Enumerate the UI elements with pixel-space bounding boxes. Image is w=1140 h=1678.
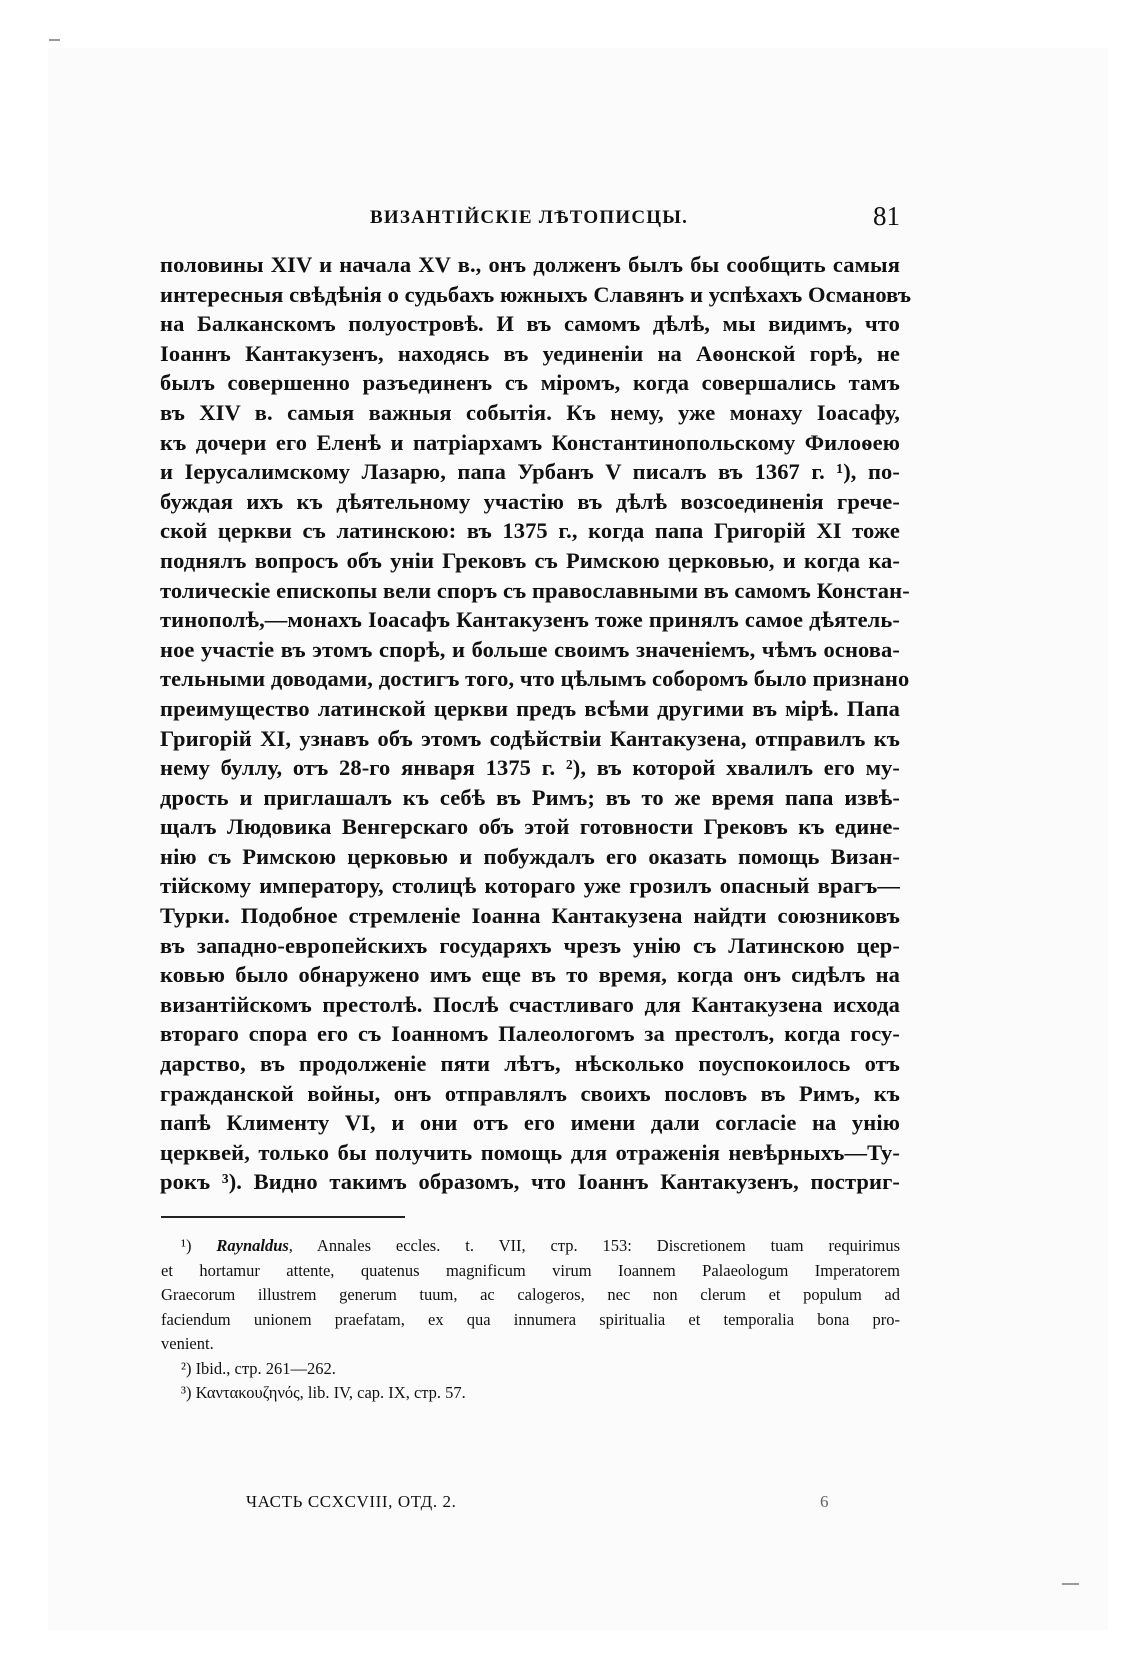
body-line: интересныя свѣдѣнія о судьбахъ южныхъ Славянъ и успѣхахъ Османовъ bbox=[160, 281, 912, 307]
body-line: Іоаннъ Кантакузенъ, находясь въ уединеніи на Аѳонской горѣ, не bbox=[160, 340, 900, 366]
body-line: ковью было обнаружено имъ еще въ то время, когда онъ сидѣлъ на bbox=[160, 962, 900, 988]
body-line: половины XIV и начала XV в., онъ долженъ былъ бы сообщить самыя bbox=[160, 252, 900, 277]
scan-edge-mark-top bbox=[49, 39, 60, 41]
body-text bbox=[160, 250, 912, 1197]
body-line: ской церкви съ латинскою: въ 1375 г., когда папа Григорій XI тоже bbox=[160, 518, 900, 544]
body-line: нему буллу, отъ 28-го января 1375 г. ²), въ которой хвалилъ его му- bbox=[160, 755, 900, 781]
footnote-1-line: ¹) Raynaldus, Annales eccles. t. VII, стр. 153: Discretionem tuam requirimus bbox=[181, 1236, 900, 1255]
body-line: щалъ Людовика Венгерскаго объ этой готовности Грековъ къ едине- bbox=[160, 814, 900, 840]
body-line: въ западно-европейскихъ государяхъ чрезъ унію съ Латинскою цер- bbox=[160, 932, 900, 958]
printer-signature: ЧАСТЬ CCXCVIII, ОТД. 2. bbox=[246, 1492, 457, 1511]
body-line: тійскому императору, столицѣ котораго уже грозилъ опасный врагъ— bbox=[160, 873, 900, 899]
signature-sheet-mark: 6 bbox=[820, 1492, 829, 1511]
body-line: церквей, только бы получить помощь для отраженія невѣрныхъ—Ту- bbox=[160, 1139, 900, 1165]
body-line: гражданской войны, онъ отправлялъ своихъ пословъ въ Римъ, къ bbox=[160, 1080, 900, 1106]
body-line: въ XIV в. самыя важныя событія. Къ нему, уже монаху Іоасафу, bbox=[160, 399, 900, 425]
body-line: къ дочери его Еленѣ и патріархамъ Константинопольскому Филоѳею bbox=[160, 429, 900, 455]
body-line: ное участіе въ этомъ спорѣ, и больше своимъ значеніемъ, чѣмъ основа- bbox=[160, 636, 900, 662]
body-line: тельными доводами, достигъ того, что цѣлымъ соборомъ было признано bbox=[160, 666, 910, 692]
footnote-1-line: faciendum unionem praefatam, ex qua innumera spiritualia et temporalia bona pro- bbox=[161, 1309, 900, 1329]
body-line: поднялъ вопросъ объ уніи Грековъ съ Римскою церковью, и когда ка- bbox=[160, 547, 900, 573]
body-line: на Балканскомъ полуостровѣ. И въ самомъ дѣлѣ, мы видимъ, что bbox=[160, 311, 900, 337]
body-line: нію съ Римскою церковью и побуждалъ его оказать помощь Визан- bbox=[160, 843, 900, 869]
body-line: рокъ ³). Видно такимъ образомъ, что Іоаннъ Кантакузенъ, постриг- bbox=[160, 1169, 900, 1195]
footnote-2: ²) Ibid., стр. 261—262. bbox=[181, 1358, 336, 1378]
body-line: толическіе епископы вели споръ съ православными въ самомъ Констан- bbox=[160, 577, 910, 603]
footnote-3: ³) Καντακουζηνός, lib. IV, cap. IX, стр. 57. bbox=[181, 1383, 466, 1402]
body-line: втораго спора его съ Іоанномъ Палеологомъ за престолъ, когда госу- bbox=[160, 1021, 900, 1047]
page-number: 81 bbox=[873, 201, 900, 231]
body-line: дарство, въ продолженіе пяти лѣтъ, нѣсколько поуспокоилось отъ bbox=[160, 1051, 900, 1077]
body-line: былъ совершенно разъединенъ съ міромъ, когда совершались тамъ bbox=[160, 370, 900, 396]
running-title: ВИЗАНТІЙСКІЕ ЛѢТОПИСЦЫ. bbox=[370, 207, 689, 228]
body-line: тинополѣ,—монахъ Іоасафъ Кантакузенъ тоже принялъ самое дѣятель- bbox=[160, 607, 900, 633]
scan-edge-mark-bottom bbox=[1062, 1583, 1079, 1585]
body-line: византійскомъ престолѣ. Послѣ счастливаго для Кантакузена исхода bbox=[160, 991, 900, 1017]
body-line: и Іерусалимскому Лазарю, папа Урбанъ V писалъ въ 1367 г. ¹), по- bbox=[160, 459, 900, 485]
body-line: буждая ихъ къ дѣятельному участію въ дѣлѣ возсоединенія грече- bbox=[160, 488, 900, 514]
footnote-rule bbox=[161, 1216, 405, 1218]
footnote-author: Raynaldus bbox=[216, 1236, 289, 1255]
body-line: дрость и приглашалъ къ себѣ въ Римъ; въ то же время папа извѣ- bbox=[160, 784, 900, 810]
body-line: папѣ Клименту VI, и они отъ его имени дали согласіе на унію bbox=[160, 1110, 900, 1136]
footnote-1-line: et hortamur attente, quatenus magnificum virum Ioannem Palaeologum Imperatorem bbox=[161, 1260, 900, 1280]
body-line: Турки. Подобное стремленіе Іоанна Кантакузена найдти союзниковъ bbox=[160, 903, 900, 929]
page-header bbox=[160, 201, 900, 237]
footnote-1 bbox=[161, 1234, 900, 1357]
footnote-1-line: venient. bbox=[161, 1334, 214, 1353]
body-line: преимущество латинской церкви предъ всѣми другими въ мірѣ. Папа bbox=[160, 695, 900, 721]
footnote-1-line: Graecorum illustrem generum tuum, ac calogeros, nec non clerum et populum ad bbox=[161, 1285, 900, 1304]
body-line: Григорій XI, узнавъ объ этомъ содѣйствіи Кантакузена, отправилъ къ bbox=[160, 725, 900, 751]
footnotes bbox=[161, 1234, 900, 1406]
